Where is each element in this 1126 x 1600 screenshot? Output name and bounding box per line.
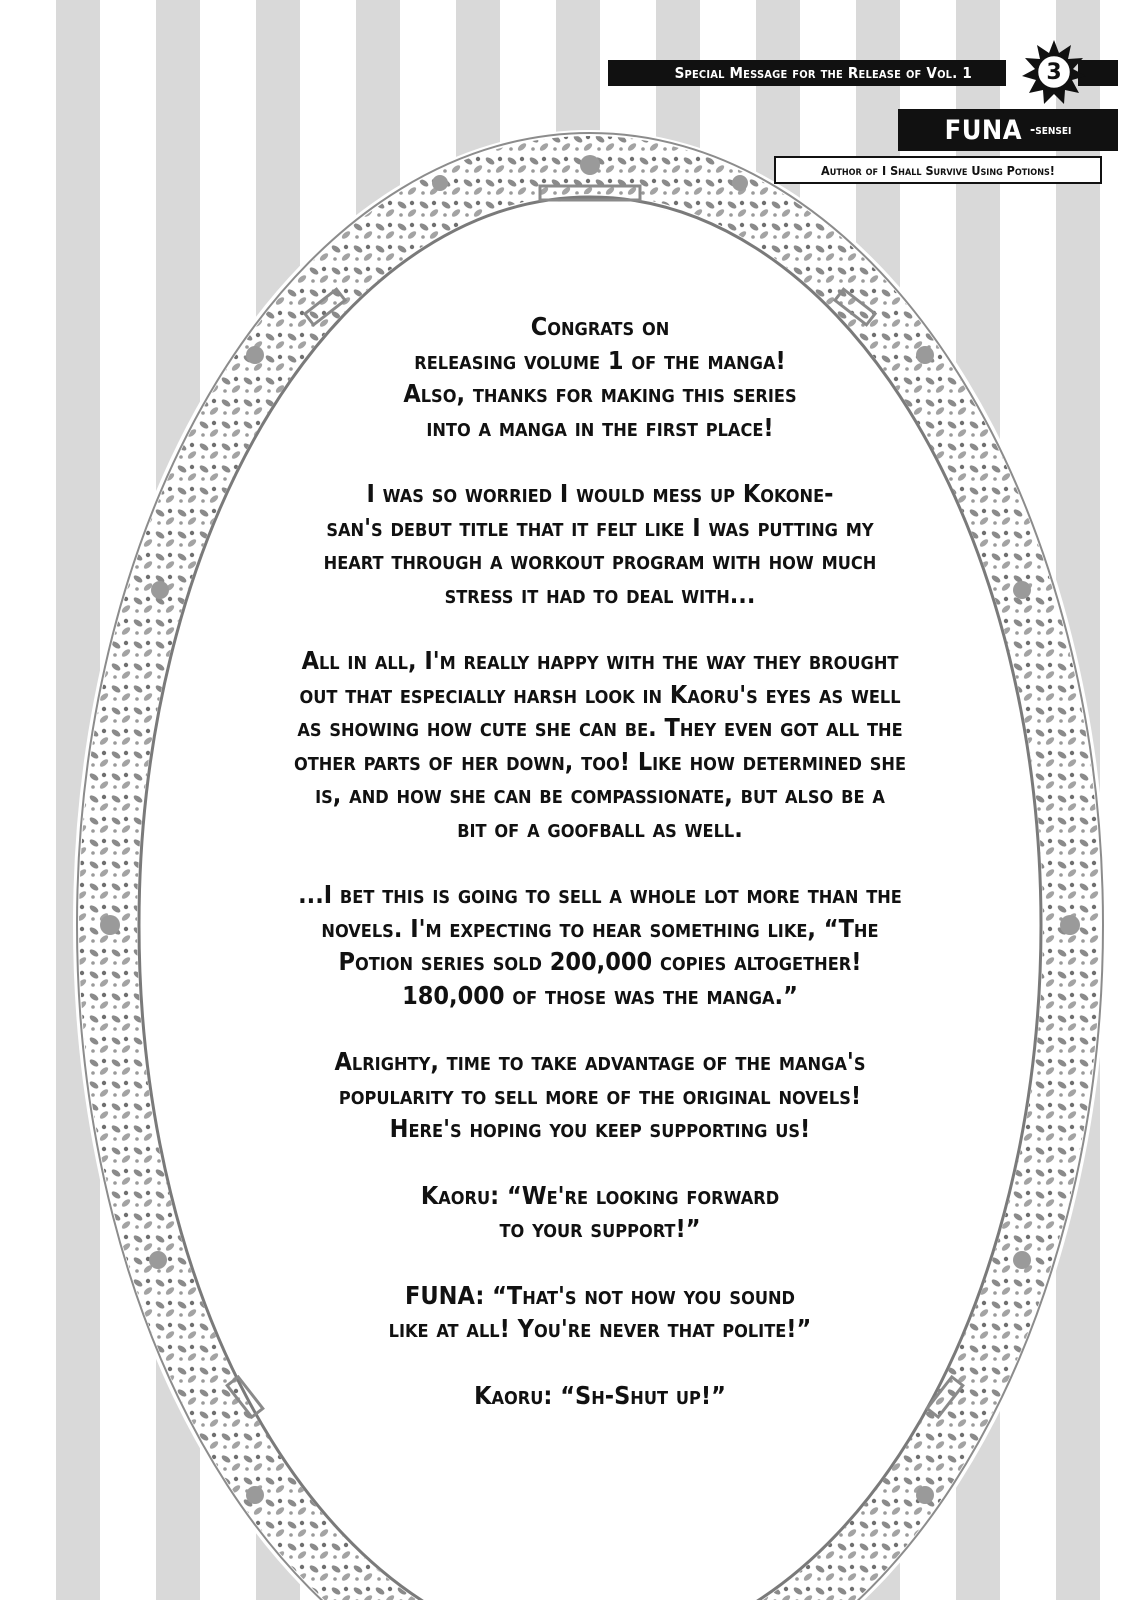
- message-paragraph: I was so worried I would mess up Kokone- san's debut title that it felt like I was putting my heart through a workout program with how much stress it had to deal with...: [323, 479, 877, 609]
- message-paragraph: Kaoru: “We're looking forward to your support!”: [420, 1180, 780, 1243]
- message-paragraph: ...I bet this is going to sell a whole lot more than the novels. I'm expecting to hear something like, “The Potion series sold 200,000 copies altogether! 180,000 of those was the manga.”: [298, 880, 902, 1010]
- author-name-banner: [898, 109, 1118, 151]
- message-paragraph: Kaoru: “Sh-Shut up!”: [474, 1380, 726, 1410]
- author-honorific: -sensei: [1030, 122, 1072, 138]
- special-message-banner: Special Message for the Release of Vol. 1: [608, 60, 1006, 86]
- message-body: [240, 310, 960, 1412]
- volume-number: 3: [1046, 59, 1062, 85]
- message-paragraph: Congrats on releasing volume 1 of the manga! Also, thanks for making this series into a manga in the first place!: [403, 312, 797, 442]
- author-credit: Author of I Shall Survive Using Potions!: [774, 156, 1102, 184]
- message-paragraph: All in all, I'm really happy with the way they brought out that especially harsh look in Kaoru's eyes as well as showing how cute she can be. They even got all the other parts of her down, too! Like how determined she is, and how she can be compassionate, but also be a bit of a goofball as well.: [293, 646, 907, 843]
- message-paragraph: Alrighty, time to take advantage of the manga's popularity to sell more of the original novels! Here's hoping you keep supporting us!: [334, 1047, 866, 1143]
- message-paragraph: FUNA: “That's not how you sound like at all! You're never that polite!”: [388, 1280, 812, 1343]
- author-name: FUNA: [944, 114, 1023, 146]
